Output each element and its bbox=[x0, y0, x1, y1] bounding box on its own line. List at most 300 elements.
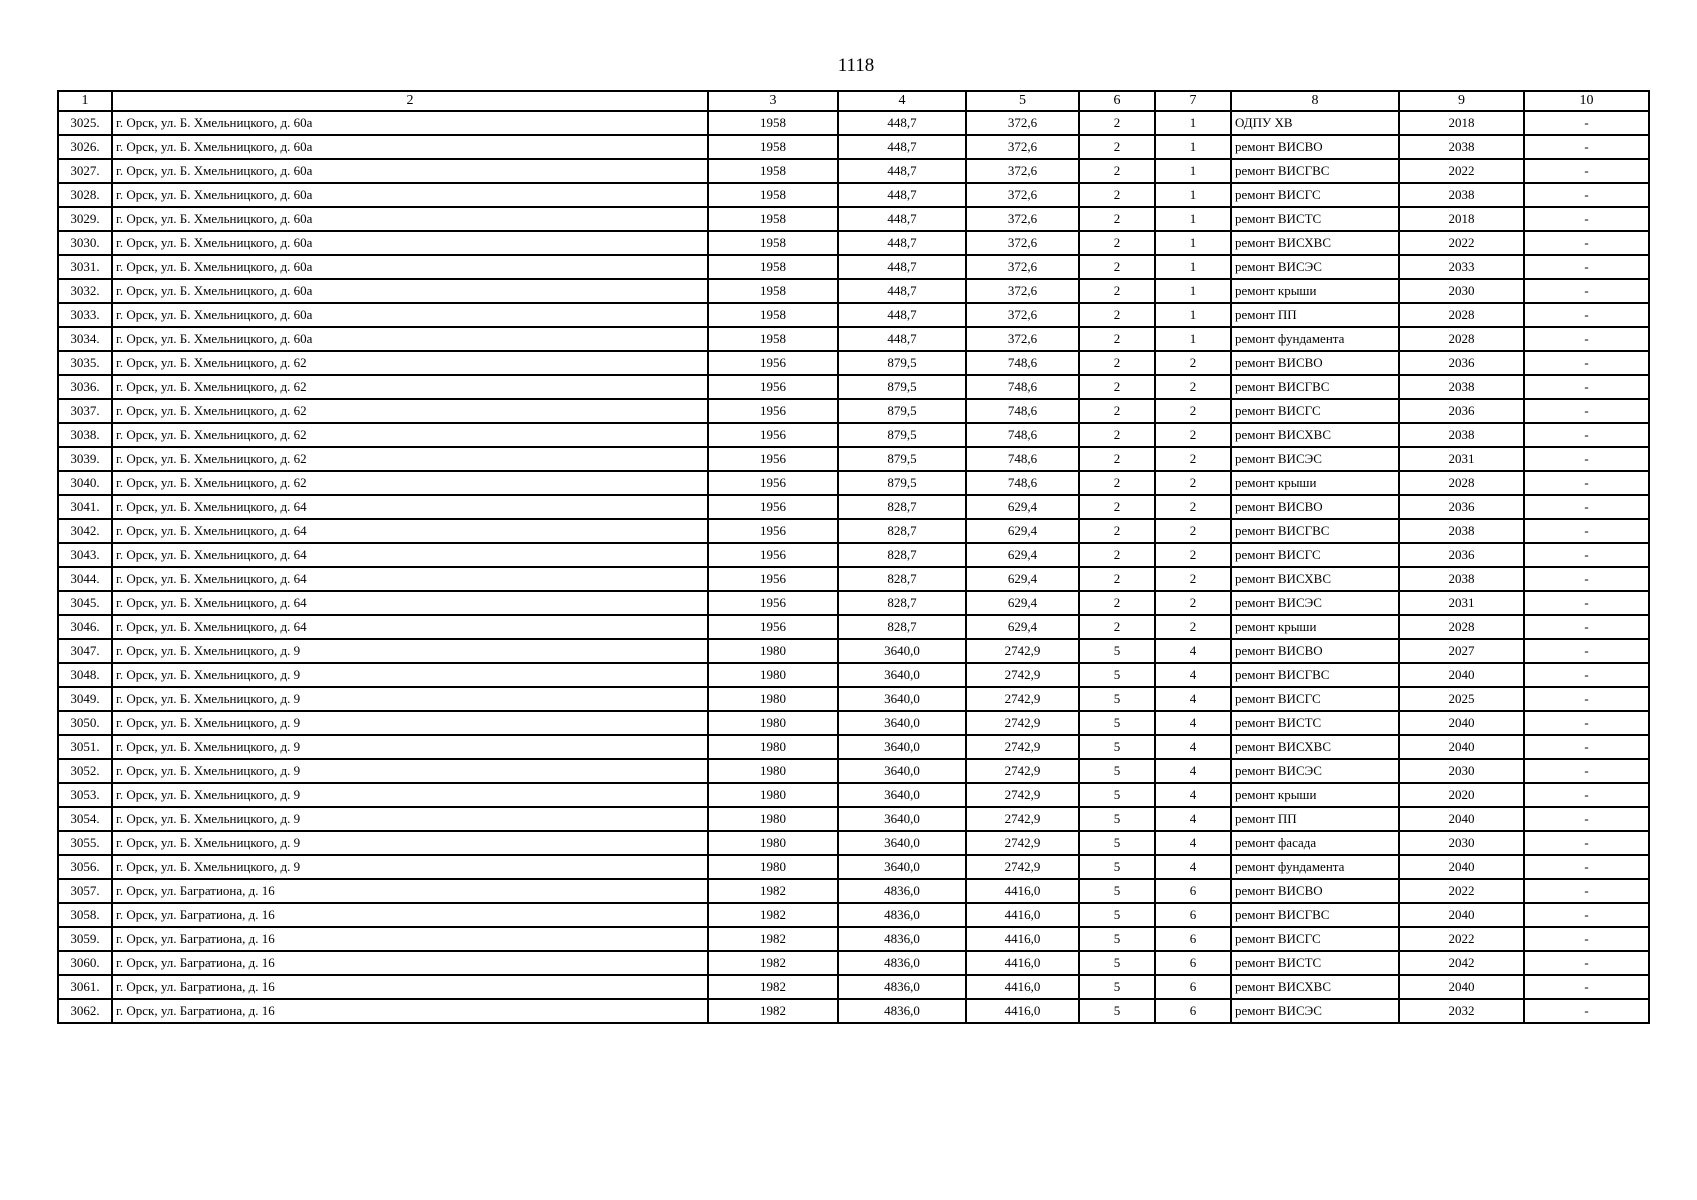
note-cell: - bbox=[1524, 687, 1649, 711]
table-row bbox=[58, 231, 1649, 255]
floors-cell: 2 bbox=[1079, 279, 1155, 303]
address-cell: г. Орск, ул. Б. Хмельницкого, д. 9 bbox=[112, 855, 708, 879]
table-row bbox=[58, 975, 1649, 999]
total-area-cell: 4836,0 bbox=[838, 903, 966, 927]
year-cell: 1958 bbox=[708, 159, 838, 183]
note-cell: - bbox=[1524, 591, 1649, 615]
table-row bbox=[58, 111, 1649, 135]
entrances-cell: 6 bbox=[1155, 951, 1231, 975]
plan-year-cell: 2028 bbox=[1399, 471, 1524, 495]
work-type-cell: ремонт ВИСГВС bbox=[1231, 375, 1399, 399]
address-cell: г. Орск, ул. Б. Хмельницкого, д. 60а bbox=[112, 327, 708, 351]
year-cell: 1980 bbox=[708, 711, 838, 735]
plan-year-cell: 2036 bbox=[1399, 351, 1524, 375]
living-area-cell: 629,4 bbox=[966, 615, 1079, 639]
work-type-cell: ремонт ВИСГВС bbox=[1231, 663, 1399, 687]
year-cell: 1958 bbox=[708, 207, 838, 231]
year-cell: 1958 bbox=[708, 231, 838, 255]
note-cell: - bbox=[1524, 903, 1649, 927]
row-number-cell: 3029. bbox=[58, 207, 112, 231]
total-area-cell: 828,7 bbox=[838, 567, 966, 591]
note-cell: - bbox=[1524, 783, 1649, 807]
entrances-cell: 4 bbox=[1155, 831, 1231, 855]
total-area-cell: 3640,0 bbox=[838, 807, 966, 831]
plan-year-cell: 2040 bbox=[1399, 855, 1524, 879]
plan-year-cell: 2040 bbox=[1399, 663, 1524, 687]
year-cell: 1982 bbox=[708, 999, 838, 1023]
floors-cell: 5 bbox=[1079, 759, 1155, 783]
page-number: 1118 bbox=[837, 55, 875, 76]
year-cell: 1980 bbox=[708, 783, 838, 807]
living-area-cell: 2742,9 bbox=[966, 687, 1079, 711]
entrances-cell: 4 bbox=[1155, 807, 1231, 831]
living-area-cell: 372,6 bbox=[966, 159, 1079, 183]
floors-cell: 5 bbox=[1079, 783, 1155, 807]
table-row bbox=[58, 471, 1649, 495]
floors-cell: 2 bbox=[1079, 255, 1155, 279]
entrances-cell: 2 bbox=[1155, 567, 1231, 591]
row-number-cell: 3051. bbox=[58, 735, 112, 759]
entrances-cell: 2 bbox=[1155, 543, 1231, 567]
note-cell: - bbox=[1524, 879, 1649, 903]
row-number-cell: 3048. bbox=[58, 663, 112, 687]
note-cell: - bbox=[1524, 663, 1649, 687]
total-area-cell: 4836,0 bbox=[838, 951, 966, 975]
table-row bbox=[58, 399, 1649, 423]
entrances-cell: 6 bbox=[1155, 879, 1231, 903]
entrances-cell: 1 bbox=[1155, 231, 1231, 255]
row-number-cell: 3049. bbox=[58, 687, 112, 711]
work-type-cell: ремонт фасада bbox=[1231, 831, 1399, 855]
floors-cell: 2 bbox=[1079, 183, 1155, 207]
total-area-cell: 879,5 bbox=[838, 423, 966, 447]
table-row bbox=[58, 447, 1649, 471]
entrances-cell: 4 bbox=[1155, 759, 1231, 783]
living-area-cell: 372,6 bbox=[966, 207, 1079, 231]
living-area-cell: 748,6 bbox=[966, 471, 1079, 495]
work-type-cell: ремонт ВИСГС bbox=[1231, 543, 1399, 567]
table-row bbox=[58, 663, 1649, 687]
address-cell: г. Орск, ул. Б. Хмельницкого, д. 60а bbox=[112, 183, 708, 207]
living-area-cell: 372,6 bbox=[966, 327, 1079, 351]
work-type-cell: ремонт ВИСГС bbox=[1231, 927, 1399, 951]
note-cell: - bbox=[1524, 831, 1649, 855]
table-row bbox=[58, 543, 1649, 567]
entrances-cell: 4 bbox=[1155, 735, 1231, 759]
year-cell: 1982 bbox=[708, 879, 838, 903]
row-number-cell: 3059. bbox=[58, 927, 112, 951]
plan-year-cell: 2022 bbox=[1399, 159, 1524, 183]
total-area-cell: 879,5 bbox=[838, 351, 966, 375]
note-cell: - bbox=[1524, 327, 1649, 351]
total-area-cell: 3640,0 bbox=[838, 639, 966, 663]
entrances-cell: 2 bbox=[1155, 615, 1231, 639]
total-area-cell: 4836,0 bbox=[838, 879, 966, 903]
plan-year-cell: 2025 bbox=[1399, 687, 1524, 711]
header-cell: 3 bbox=[708, 91, 838, 111]
living-area-cell: 748,6 bbox=[966, 423, 1079, 447]
floors-cell: 5 bbox=[1079, 663, 1155, 687]
entrances-cell: 1 bbox=[1155, 183, 1231, 207]
table-row bbox=[58, 687, 1649, 711]
total-area-cell: 448,7 bbox=[838, 159, 966, 183]
address-cell: г. Орск, ул. Б. Хмельницкого, д. 60а bbox=[112, 255, 708, 279]
floors-cell: 5 bbox=[1079, 855, 1155, 879]
living-area-cell: 629,4 bbox=[966, 495, 1079, 519]
living-area-cell: 748,6 bbox=[966, 375, 1079, 399]
entrances-cell: 2 bbox=[1155, 519, 1231, 543]
plan-year-cell: 2036 bbox=[1399, 399, 1524, 423]
floors-cell: 5 bbox=[1079, 687, 1155, 711]
header-cell: 4 bbox=[838, 91, 966, 111]
year-cell: 1958 bbox=[708, 255, 838, 279]
note-cell: - bbox=[1524, 255, 1649, 279]
work-type-cell: ремонт ВИСВО bbox=[1231, 879, 1399, 903]
plan-year-cell: 2031 bbox=[1399, 591, 1524, 615]
living-area-cell: 372,6 bbox=[966, 183, 1079, 207]
address-cell: г. Орск, ул. Б. Хмельницкого, д. 62 bbox=[112, 471, 708, 495]
work-type-cell: ремонт ВИСЭС bbox=[1231, 999, 1399, 1023]
work-type-cell: ремонт ПП bbox=[1231, 807, 1399, 831]
address-cell: г. Орск, ул. Б. Хмельницкого, д. 62 bbox=[112, 375, 708, 399]
address-cell: г. Орск, ул. Багратиона, д. 16 bbox=[112, 975, 708, 999]
floors-cell: 5 bbox=[1079, 879, 1155, 903]
total-area-cell: 448,7 bbox=[838, 231, 966, 255]
floors-cell: 2 bbox=[1079, 207, 1155, 231]
plan-year-cell: 2033 bbox=[1399, 255, 1524, 279]
year-cell: 1980 bbox=[708, 807, 838, 831]
living-area-cell: 2742,9 bbox=[966, 807, 1079, 831]
floors-cell: 2 bbox=[1079, 519, 1155, 543]
total-area-cell: 448,7 bbox=[838, 111, 966, 135]
total-area-cell: 879,5 bbox=[838, 447, 966, 471]
row-number-cell: 3058. bbox=[58, 903, 112, 927]
year-cell: 1980 bbox=[708, 663, 838, 687]
work-type-cell: ремонт ВИСТС bbox=[1231, 207, 1399, 231]
living-area-cell: 2742,9 bbox=[966, 759, 1079, 783]
row-number-cell: 3027. bbox=[58, 159, 112, 183]
note-cell: - bbox=[1524, 927, 1649, 951]
living-area-cell: 372,6 bbox=[966, 111, 1079, 135]
address-cell: г. Орск, ул. Б. Хмельницкого, д. 9 bbox=[112, 807, 708, 831]
total-area-cell: 828,7 bbox=[838, 591, 966, 615]
plan-year-cell: 2031 bbox=[1399, 447, 1524, 471]
header-cell: 8 bbox=[1231, 91, 1399, 111]
floors-cell: 2 bbox=[1079, 111, 1155, 135]
note-cell: - bbox=[1524, 159, 1649, 183]
row-number-cell: 3025. bbox=[58, 111, 112, 135]
table-row bbox=[58, 999, 1649, 1023]
row-number-cell: 3042. bbox=[58, 519, 112, 543]
total-area-cell: 448,7 bbox=[838, 207, 966, 231]
table-row bbox=[58, 879, 1649, 903]
note-cell: - bbox=[1524, 567, 1649, 591]
plan-year-cell: 2022 bbox=[1399, 879, 1524, 903]
row-number-cell: 3050. bbox=[58, 711, 112, 735]
row-number-cell: 3030. bbox=[58, 231, 112, 255]
plan-year-cell: 2038 bbox=[1399, 183, 1524, 207]
row-number-cell: 3028. bbox=[58, 183, 112, 207]
address-cell: г. Орск, ул. Багратиона, д. 16 bbox=[112, 903, 708, 927]
plan-year-cell: 2038 bbox=[1399, 375, 1524, 399]
header-cell: 9 bbox=[1399, 91, 1524, 111]
table-row bbox=[58, 135, 1649, 159]
header-row bbox=[58, 91, 1649, 111]
table-row bbox=[58, 711, 1649, 735]
year-cell: 1956 bbox=[708, 447, 838, 471]
entrances-cell: 2 bbox=[1155, 375, 1231, 399]
floors-cell: 2 bbox=[1079, 591, 1155, 615]
entrances-cell: 1 bbox=[1155, 255, 1231, 279]
row-number-cell: 3036. bbox=[58, 375, 112, 399]
note-cell: - bbox=[1524, 855, 1649, 879]
note-cell: - bbox=[1524, 399, 1649, 423]
living-area-cell: 4416,0 bbox=[966, 975, 1079, 999]
living-area-cell: 629,4 bbox=[966, 519, 1079, 543]
table-row bbox=[58, 759, 1649, 783]
row-number-cell: 3060. bbox=[58, 951, 112, 975]
plan-year-cell: 2028 bbox=[1399, 303, 1524, 327]
floors-cell: 2 bbox=[1079, 135, 1155, 159]
row-number-cell: 3057. bbox=[58, 879, 112, 903]
year-cell: 1958 bbox=[708, 327, 838, 351]
year-cell: 1956 bbox=[708, 615, 838, 639]
year-cell: 1956 bbox=[708, 399, 838, 423]
year-cell: 1956 bbox=[708, 567, 838, 591]
entrances-cell: 6 bbox=[1155, 927, 1231, 951]
entrances-cell: 4 bbox=[1155, 855, 1231, 879]
table-row bbox=[58, 567, 1649, 591]
row-number-cell: 3037. bbox=[58, 399, 112, 423]
address-cell: г. Орск, ул. Б. Хмельницкого, д. 9 bbox=[112, 783, 708, 807]
floors-cell: 5 bbox=[1079, 951, 1155, 975]
total-area-cell: 448,7 bbox=[838, 255, 966, 279]
note-cell: - bbox=[1524, 951, 1649, 975]
plan-year-cell: 2042 bbox=[1399, 951, 1524, 975]
total-area-cell: 448,7 bbox=[838, 327, 966, 351]
work-type-cell: ремонт ВИСЭС bbox=[1231, 447, 1399, 471]
floors-cell: 2 bbox=[1079, 231, 1155, 255]
floors-cell: 2 bbox=[1079, 375, 1155, 399]
year-cell: 1956 bbox=[708, 375, 838, 399]
year-cell: 1958 bbox=[708, 135, 838, 159]
address-cell: г. Орск, ул. Багратиона, д. 16 bbox=[112, 879, 708, 903]
row-number-cell: 3046. bbox=[58, 615, 112, 639]
plan-year-cell: 2040 bbox=[1399, 711, 1524, 735]
row-number-cell: 3053. bbox=[58, 783, 112, 807]
year-cell: 1982 bbox=[708, 903, 838, 927]
row-number-cell: 3026. bbox=[58, 135, 112, 159]
plan-year-cell: 2020 bbox=[1399, 783, 1524, 807]
floors-cell: 2 bbox=[1079, 471, 1155, 495]
year-cell: 1956 bbox=[708, 423, 838, 447]
table-body bbox=[58, 91, 1649, 1023]
work-type-cell: ремонт ВИСВО bbox=[1231, 351, 1399, 375]
total-area-cell: 3640,0 bbox=[838, 663, 966, 687]
work-type-cell: ремонт крыши bbox=[1231, 471, 1399, 495]
address-cell: г. Орск, ул. Б. Хмельницкого, д. 60а bbox=[112, 279, 708, 303]
total-area-cell: 879,5 bbox=[838, 375, 966, 399]
work-type-cell: ремонт крыши bbox=[1231, 615, 1399, 639]
year-cell: 1982 bbox=[708, 951, 838, 975]
living-area-cell: 2742,9 bbox=[966, 663, 1079, 687]
floors-cell: 2 bbox=[1079, 615, 1155, 639]
living-area-cell: 4416,0 bbox=[966, 999, 1079, 1023]
total-area-cell: 3640,0 bbox=[838, 759, 966, 783]
plan-year-cell: 2028 bbox=[1399, 615, 1524, 639]
note-cell: - bbox=[1524, 711, 1649, 735]
entrances-cell: 1 bbox=[1155, 159, 1231, 183]
total-area-cell: 828,7 bbox=[838, 495, 966, 519]
entrances-cell: 4 bbox=[1155, 711, 1231, 735]
living-area-cell: 372,6 bbox=[966, 279, 1079, 303]
row-number-cell: 3032. bbox=[58, 279, 112, 303]
row-number-cell: 3054. bbox=[58, 807, 112, 831]
total-area-cell: 828,7 bbox=[838, 615, 966, 639]
header-cell: 1 bbox=[58, 91, 112, 111]
row-number-cell: 3052. bbox=[58, 759, 112, 783]
work-type-cell: ремонт ВИСВО bbox=[1231, 495, 1399, 519]
year-cell: 1956 bbox=[708, 495, 838, 519]
work-type-cell: ремонт ВИСГС bbox=[1231, 687, 1399, 711]
living-area-cell: 748,6 bbox=[966, 447, 1079, 471]
plan-year-cell: 2030 bbox=[1399, 831, 1524, 855]
table-row bbox=[58, 735, 1649, 759]
note-cell: - bbox=[1524, 999, 1649, 1023]
address-cell: г. Орск, ул. Б. Хмельницкого, д. 64 bbox=[112, 615, 708, 639]
address-cell: г. Орск, ул. Б. Хмельницкого, д. 9 bbox=[112, 831, 708, 855]
address-cell: г. Орск, ул. Б. Хмельницкого, д. 60а bbox=[112, 135, 708, 159]
floors-cell: 2 bbox=[1079, 399, 1155, 423]
work-type-cell: ремонт ВИСХВС bbox=[1231, 231, 1399, 255]
total-area-cell: 828,7 bbox=[838, 519, 966, 543]
work-type-cell: ремонт ВИСЭС bbox=[1231, 759, 1399, 783]
row-number-cell: 3040. bbox=[58, 471, 112, 495]
work-type-cell: ремонт ВИСЭС bbox=[1231, 591, 1399, 615]
total-area-cell: 828,7 bbox=[838, 543, 966, 567]
floors-cell: 5 bbox=[1079, 639, 1155, 663]
header-cell: 2 bbox=[112, 91, 708, 111]
total-area-cell: 3640,0 bbox=[838, 783, 966, 807]
year-cell: 1956 bbox=[708, 471, 838, 495]
total-area-cell: 3640,0 bbox=[838, 687, 966, 711]
note-cell: - bbox=[1524, 807, 1649, 831]
floors-cell: 5 bbox=[1079, 903, 1155, 927]
year-cell: 1956 bbox=[708, 519, 838, 543]
entrances-cell: 6 bbox=[1155, 903, 1231, 927]
floors-cell: 2 bbox=[1079, 495, 1155, 519]
work-type-cell: ремонт ВИСГВС bbox=[1231, 903, 1399, 927]
living-area-cell: 2742,9 bbox=[966, 855, 1079, 879]
note-cell: - bbox=[1524, 759, 1649, 783]
entrances-cell: 1 bbox=[1155, 111, 1231, 135]
table-row bbox=[58, 615, 1649, 639]
work-type-cell: ремонт ВИСХВС bbox=[1231, 735, 1399, 759]
work-type-cell: ремонт ВИСХВС bbox=[1231, 975, 1399, 999]
floors-cell: 2 bbox=[1079, 447, 1155, 471]
living-area-cell: 2742,9 bbox=[966, 783, 1079, 807]
entrances-cell: 4 bbox=[1155, 687, 1231, 711]
year-cell: 1956 bbox=[708, 591, 838, 615]
table-row bbox=[58, 303, 1649, 327]
floors-cell: 2 bbox=[1079, 327, 1155, 351]
floors-cell: 5 bbox=[1079, 975, 1155, 999]
plan-year-cell: 2018 bbox=[1399, 111, 1524, 135]
floors-cell: 2 bbox=[1079, 159, 1155, 183]
address-cell: г. Орск, ул. Б. Хмельницкого, д. 62 bbox=[112, 399, 708, 423]
floors-cell: 2 bbox=[1079, 567, 1155, 591]
note-cell: - bbox=[1524, 303, 1649, 327]
living-area-cell: 4416,0 bbox=[966, 879, 1079, 903]
header-cell: 7 bbox=[1155, 91, 1231, 111]
row-number-cell: 3061. bbox=[58, 975, 112, 999]
living-area-cell: 2742,9 bbox=[966, 711, 1079, 735]
plan-year-cell: 2038 bbox=[1399, 519, 1524, 543]
floors-cell: 5 bbox=[1079, 807, 1155, 831]
work-type-cell: ремонт ВИСТС bbox=[1231, 711, 1399, 735]
year-cell: 1958 bbox=[708, 279, 838, 303]
table-row bbox=[58, 207, 1649, 231]
table-row bbox=[58, 903, 1649, 927]
floors-cell: 5 bbox=[1079, 999, 1155, 1023]
living-area-cell: 372,6 bbox=[966, 303, 1079, 327]
year-cell: 1980 bbox=[708, 855, 838, 879]
table-row bbox=[58, 183, 1649, 207]
note-cell: - bbox=[1524, 351, 1649, 375]
entrances-cell: 4 bbox=[1155, 663, 1231, 687]
table-row bbox=[58, 591, 1649, 615]
floors-cell: 5 bbox=[1079, 735, 1155, 759]
note-cell: - bbox=[1524, 615, 1649, 639]
header-cell: 10 bbox=[1524, 91, 1649, 111]
plan-year-cell: 2022 bbox=[1399, 231, 1524, 255]
address-cell: г. Орск, ул. Б. Хмельницкого, д. 9 bbox=[112, 639, 708, 663]
year-cell: 1980 bbox=[708, 759, 838, 783]
living-area-cell: 372,6 bbox=[966, 135, 1079, 159]
living-area-cell: 4416,0 bbox=[966, 951, 1079, 975]
year-cell: 1956 bbox=[708, 543, 838, 567]
note-cell: - bbox=[1524, 543, 1649, 567]
table-row bbox=[58, 351, 1649, 375]
header-cell: 5 bbox=[966, 91, 1079, 111]
work-type-cell: ремонт ВИСХВС bbox=[1231, 567, 1399, 591]
living-area-cell: 629,4 bbox=[966, 567, 1079, 591]
table-row bbox=[58, 951, 1649, 975]
row-number-cell: 3047. bbox=[58, 639, 112, 663]
entrances-cell: 2 bbox=[1155, 447, 1231, 471]
year-cell: 1956 bbox=[708, 351, 838, 375]
total-area-cell: 3640,0 bbox=[838, 831, 966, 855]
work-type-cell: ремонт ВИСГС bbox=[1231, 183, 1399, 207]
plan-year-cell: 2030 bbox=[1399, 759, 1524, 783]
entrances-cell: 1 bbox=[1155, 303, 1231, 327]
note-cell: - bbox=[1524, 135, 1649, 159]
entrances-cell: 2 bbox=[1155, 399, 1231, 423]
note-cell: - bbox=[1524, 639, 1649, 663]
table-row bbox=[58, 159, 1649, 183]
note-cell: - bbox=[1524, 423, 1649, 447]
entrances-cell: 2 bbox=[1155, 495, 1231, 519]
address-cell: г. Орск, ул. Б. Хмельницкого, д. 60а bbox=[112, 111, 708, 135]
entrances-cell: 1 bbox=[1155, 279, 1231, 303]
address-cell: г. Орск, ул. Б. Хмельницкого, д. 60а bbox=[112, 207, 708, 231]
address-cell: г. Орск, ул. Б. Хмельницкого, д. 64 bbox=[112, 591, 708, 615]
plan-year-cell: 2036 bbox=[1399, 495, 1524, 519]
plan-year-cell: 2030 bbox=[1399, 279, 1524, 303]
address-cell: г. Орск, ул. Багратиона, д. 16 bbox=[112, 927, 708, 951]
work-type-cell: ремонт ВИСГВС bbox=[1231, 159, 1399, 183]
entrances-cell: 1 bbox=[1155, 327, 1231, 351]
